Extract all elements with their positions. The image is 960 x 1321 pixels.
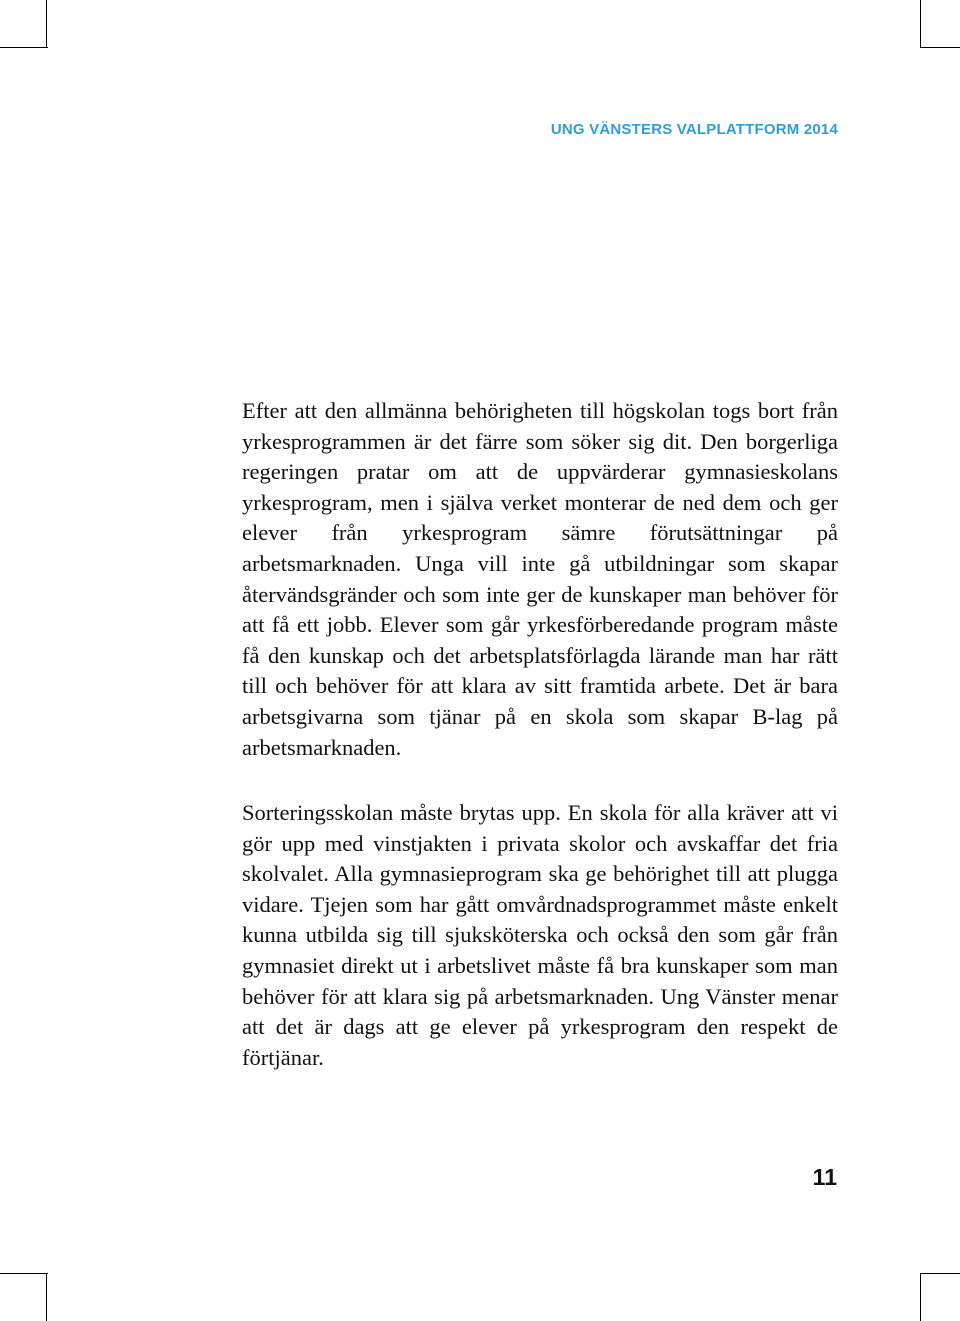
running-header: UNG VÄNSTERS VALPLATTFORM 2014 xyxy=(550,121,838,138)
crop-mark-bottom-right-vertical xyxy=(920,1273,921,1321)
page-number: 11 xyxy=(812,1164,837,1190)
body-paragraph: Efter att den allmänna behörigheten till högskolan togs bort från yrkesprogrammen är det färre som söker sig dit. Den borgerliga regeringen pratar om att de uppvärderar gymnasieskolans yrkesprogram, men i själva verket monterar de ned dem och ger elever från yrkesprogram sämre förutsättningar på arbetsmarknaden. Unga vill inte gå utbildningar som skapar återvändsgränder och som inte ger de kunskaper man behöver för att få ett jobb. Elever som går yrkesförberedande program måste få den kunskap och det arbetsplatsförlagda lärande man har rätt till och behöver för att klara av sitt framtida arbete. Det är bara arbetsgivarna som tjänar på en skola som skapar B-lag på arbetsmarknaden. xyxy=(242,398,838,760)
crop-mark-bottom-left-vertical xyxy=(46,1273,47,1321)
crop-mark-top-right-vertical xyxy=(920,0,921,48)
crop-mark-bottom-left-horizontal xyxy=(0,1273,48,1274)
crop-mark-top-right-horizontal xyxy=(920,47,960,48)
crop-mark-top-left-vertical xyxy=(46,0,47,48)
crop-mark-bottom-right-horizontal xyxy=(920,1273,960,1274)
crop-mark-top-left-horizontal xyxy=(0,47,48,48)
body-paragraph: Sorteringsskolan måste brytas upp. En skola för alla kräver att vi gör upp med vinstjakten i privata skolor och avskaffar det fria skolvalet. Alla gymnasieprogram ska ge behörighet till att plugga vidare. Tjejen som har gått omvårdnadsprogrammet måste enkelt kunna utbilda sig till sjuksköterska och också den som går från gymnasiet direkt ut i arbetslivet måste få bra kunskaper som man behöver för att klara sig på arbetsmarknaden. Ung Vänster menar att det är dags att ge elever på yrkesprogram den respekt de förtjänar. xyxy=(242,800,838,1070)
